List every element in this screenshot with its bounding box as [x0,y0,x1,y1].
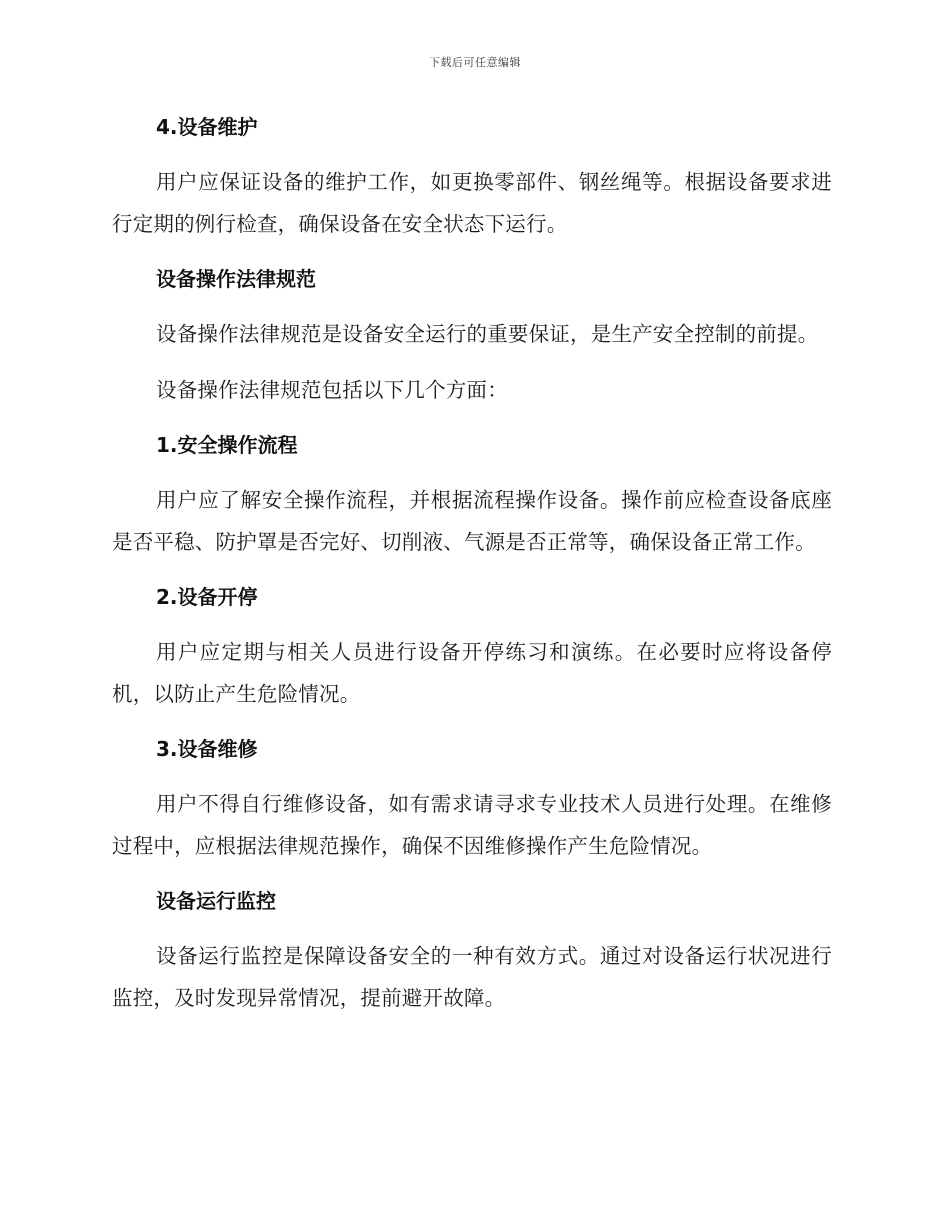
paragraph-regulations-intro: 设备操作法律规范是设备安全运行的重要保证，是生产安全控制的前提。 [156,322,819,346]
paragraph-maintenance: 用户应保证设备的维护工作，如更换零部件、钢丝绳等。根据设备要求进行定期的例行检查，确保设备在安全状态下运行。 [112,170,832,236]
section-heading-equipment-maintenance: 4.设备维护 [156,115,258,139]
document-body [112,107,832,1033]
paragraph-monitoring: 设备运行监控是保障设备安全的一种有效方式。通过对设备运行状况进行监控，及时发现异常情况，提前避开故障。 [112,944,832,1010]
paragraph-safe-operation: 用户应了解安全操作流程，并根据流程操作设备。操作前应检查设备底座是否平稳、防护罩是否完好、切削液、气源是否正常等，确保设备正常工作。 [112,488,832,554]
paragraph-regulations-aspects: 设备操作法律规范包括以下几个方面： [156,378,508,402]
section-heading-operation-monitoring: 设备运行监控 [156,889,276,913]
paragraph-repair: 用户不得自行维修设备，如有需求请寻求专业技术人员进行处理。在维修过程中，应根据法律规范操作，确保不因维修操作产生危险情况。 [112,792,832,858]
section-heading-safe-operation-procedure: 1.安全操作流程 [156,433,298,457]
section-heading-start-stop: 2.设备开停 [156,585,258,609]
section-heading-repair: 3.设备维修 [156,737,258,761]
paragraph-start-stop: 用户应定期与相关人员进行设备开停练习和演练。在必要时应将设备停机，以防止产生危险情况。 [112,640,832,706]
section-heading-operation-regulations: 设备操作法律规范 [156,267,316,291]
page-header: 下载后可任意编辑 [429,56,521,69]
